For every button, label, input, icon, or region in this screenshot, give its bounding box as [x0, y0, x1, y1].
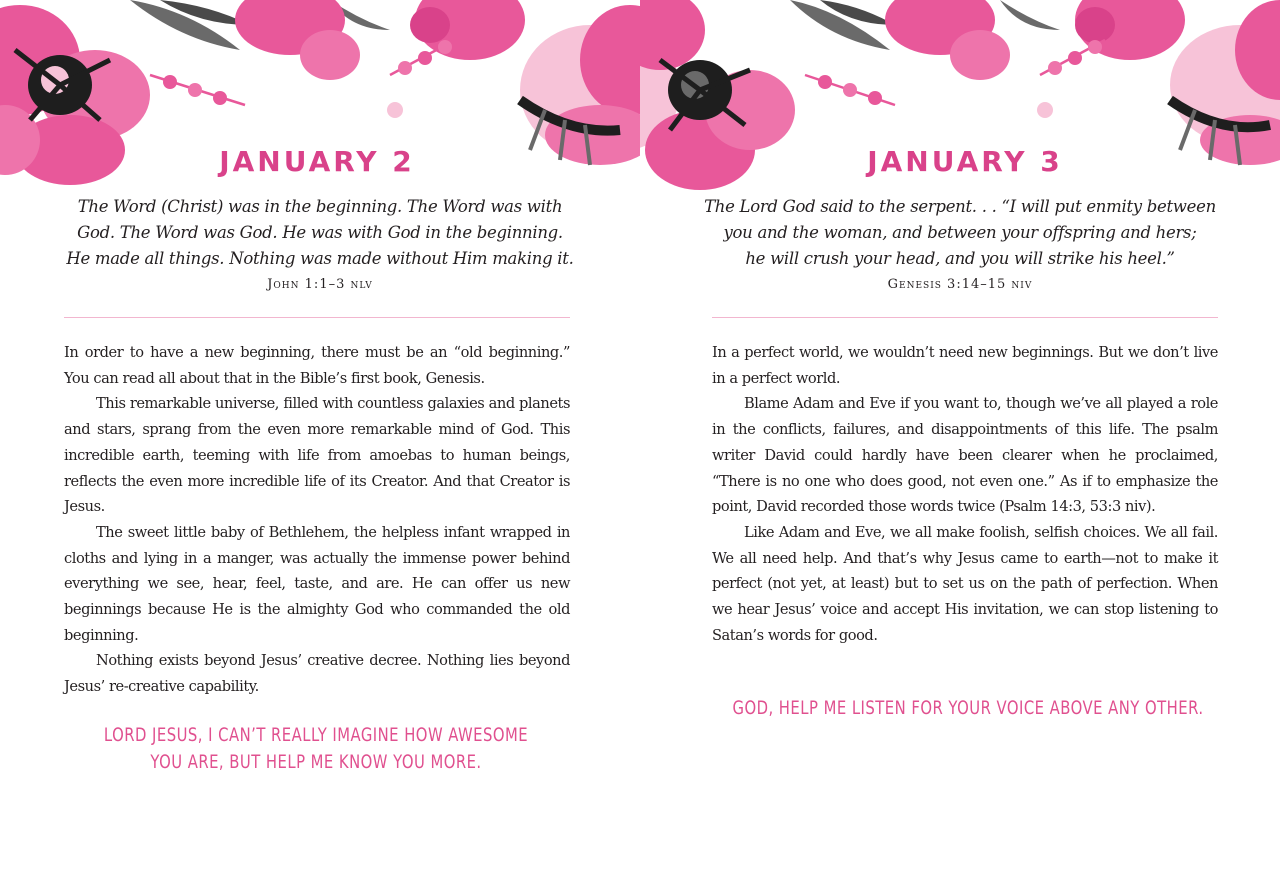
date-heading: JANUARY 2: [219, 145, 415, 178]
paragraph: Nothing exists beyond Jesus’ creative decree. Nothing lies beyond Jesus’ re-creative capability.: [64, 652, 570, 696]
paragraph: This remarkable universe, filled with countless galaxies and planets and stars, sprang from the even more remarkable mind of God. This incredible earth, teeming with life from amoebas to human beings, reflects the even more incredible life of its Creator. And that Creator is Jesus.: [64, 395, 570, 516]
prayer: [90, 722, 542, 776]
verse-reference: Genesis 3:14–15 niv: [887, 277, 1033, 292]
verse-line: The Word (Christ) was in the beginning. The Word was with: [77, 197, 563, 216]
verse-reference: John 1:1–3 nlv: [267, 277, 373, 292]
scripture-verse: [40, 194, 600, 294]
paragraph: Blame Adam and Eve if you want to, though we’ve all played a role in the conflicts, failures, and disappointments of this life. The psalm writer David could hardly have been clearer when he proclaimed, “There is no one who does good, not even one.” As if to emphasize the point, David recorded those words twice (Psalm 14:3, 53:3 niv).: [712, 395, 1218, 516]
verse-line: he will crush your head, and you will strike his heel.”: [745, 249, 1175, 268]
date-heading: JANUARY 3: [867, 145, 1063, 178]
verse-text: [40, 194, 600, 272]
prayer-line: GOD, HELP ME LISTEN FOR YOUR VOICE ABOVE ANY OTHER.: [732, 697, 1204, 719]
flower-icon: [235, 0, 525, 80]
prayer: [718, 695, 1217, 722]
verse-line: God. The Word was God. He was with God in the beginning.: [77, 223, 563, 242]
right-page: [640, 0, 1280, 896]
prayer-line: YOU ARE, BUT HELP ME KNOW YOU MORE.: [150, 751, 482, 773]
flower-icon: [885, 0, 1185, 80]
verse-line: you and the woman, and between your offspring and hers;: [723, 223, 1197, 242]
verse-text: [680, 194, 1240, 272]
scripture-verse: [680, 194, 1240, 294]
flower-icon: [1170, 0, 1280, 165]
prayer-line: LORD JESUS, I CAN’T REALLY IMAGINE HOW AWESOME: [103, 724, 529, 746]
flower-icon: [520, 5, 640, 165]
devotional-body: [64, 340, 570, 700]
verse-line: He made all things. Nothing was made without Him making it.: [66, 249, 574, 268]
paragraph: In order to have a new beginning, there must be an “old beginning.” You can read all about that in the Bible’s first book, Genesis.: [64, 344, 570, 387]
divider: [712, 317, 1218, 318]
paragraph: In a perfect world, we wouldn’t need new beginnings. But we don’t live in a perfect world.: [712, 344, 1218, 387]
verse-line: The Lord God said to the serpent. . . “I will put enmity between: [704, 197, 1216, 216]
paragraph: The sweet little baby of Bethlehem, the helpless infant wrapped in cloths and lying in a manger, was actually the immense power behind everything we see, hear, feel, taste, and are. He can offer us new beginnings because He is the almighty God who commanded the old beginning.: [64, 523, 570, 644]
divider: [64, 317, 570, 318]
devotional-body: [712, 340, 1218, 648]
paragraph: Like Adam and Eve, we all make foolish, selfish choices. We all fail. We all need help. And that’s why Jesus came to earth—not to make it perfect (not yet, at least) but to set us on the path of perfection. When we hear Jesus’ voice and accept His invitation, we can stop listening to Satan’s words for good.: [712, 523, 1218, 644]
